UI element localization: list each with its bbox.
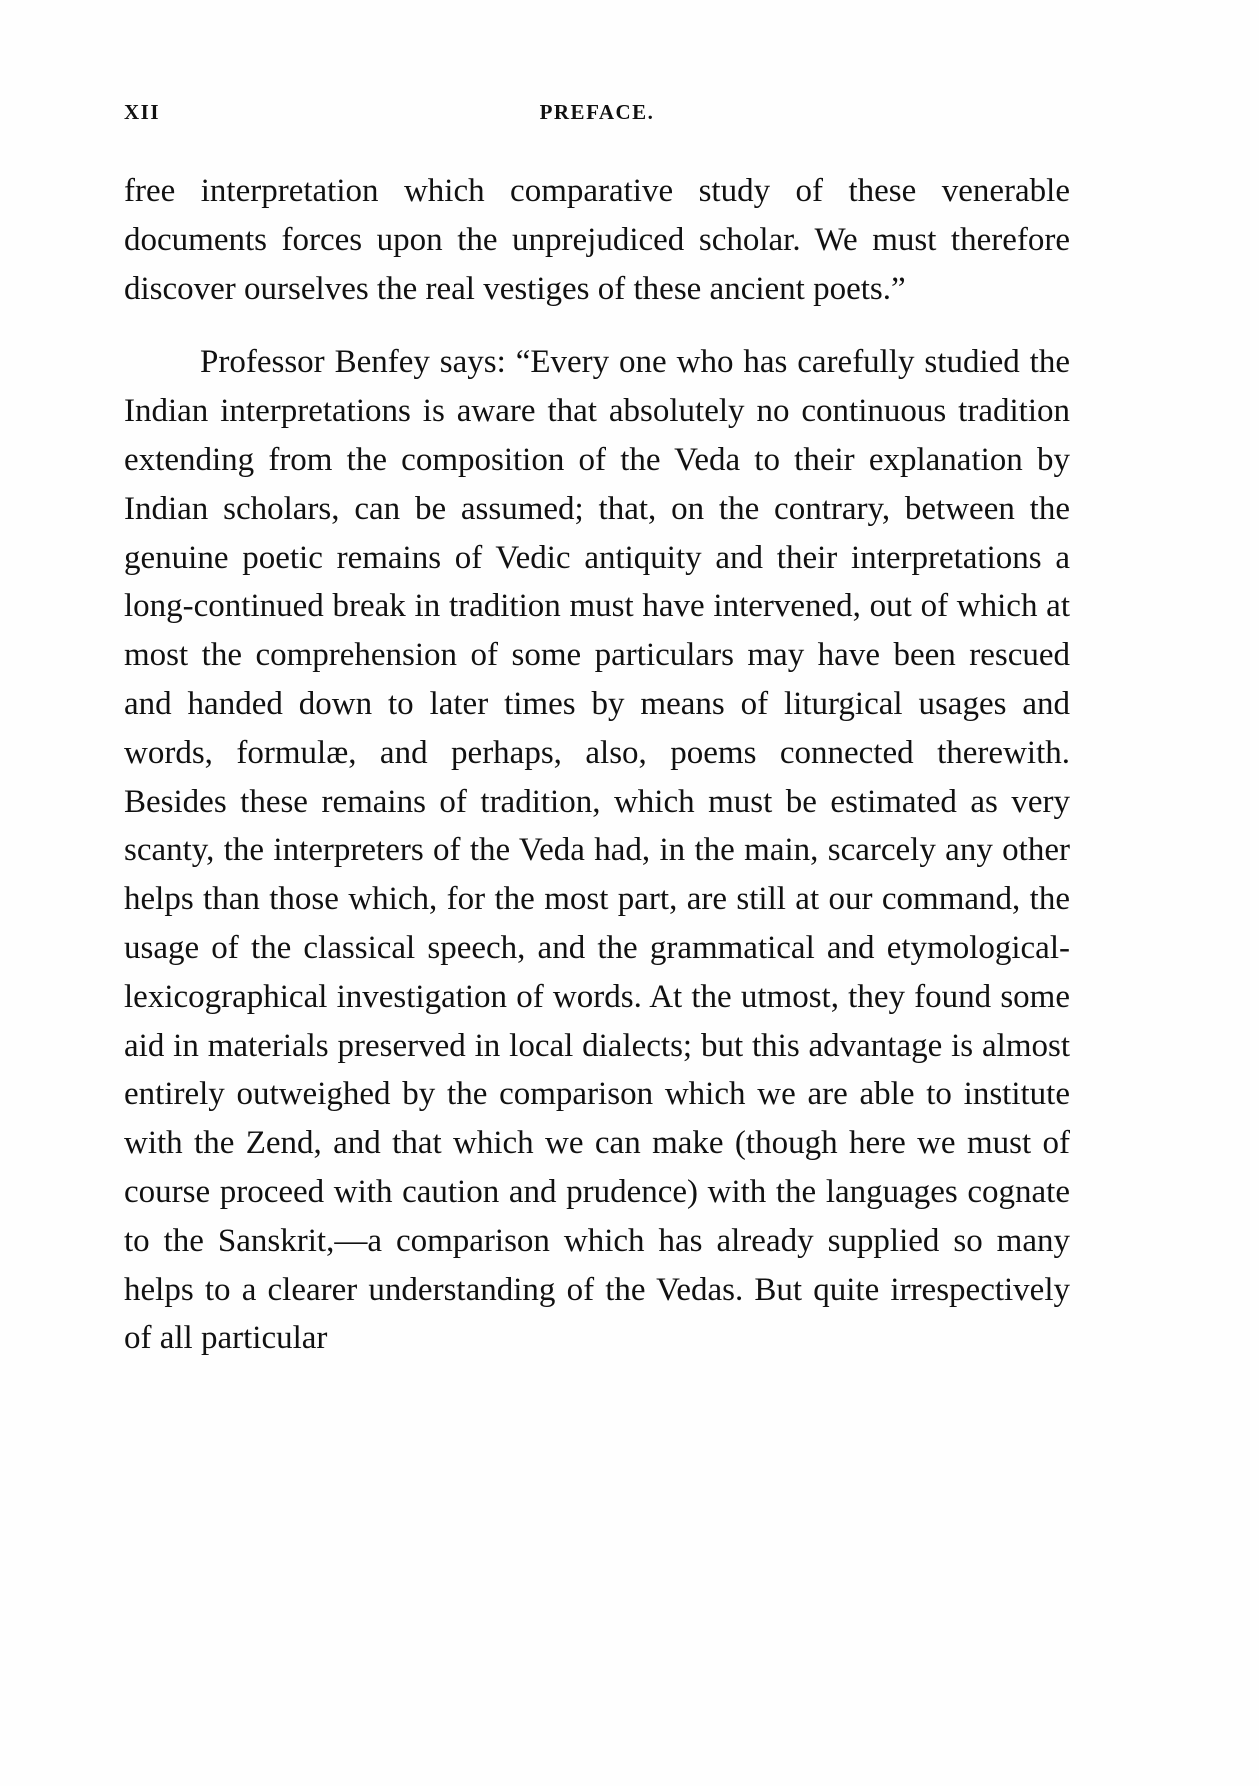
paragraph: Professor Benfey says: “Every one who has carefully studied the Indian interpretations is aware that absolutely no continuous tradition extending from the composition of the Veda to their explanation by Indian scholars, can be assumed; that, on the contrary, between the genuine poetic remains of Vedic antiquity and their interpretations a long-continued break in tradition must have intervened, out of which at most the comprehension of some particulars may have been rescued and handed down to later times by means of liturgical usages and words, formulæ, and perhaps, also, poems connected therewith. Besides these remains of tradition, which must be estimated as very scanty, the interpreters of the Veda had, in the main, scarcely any other helps than those which, for the most part, are still at our command, the usage of the classical speech, and the grammatical and etymological-lexicographical investigation of words. At the utmost, they found some aid in materials preserved in local dialects; but this advantage is almost entirely outweighed by the comparison which we are able to institute with the Zend, and that which we can make (though here we must of course proceed with caution and prudence) with the languages cognate to the Sanskrit,—a comparison which has already supplied so many helps to a clearer understanding of the Vedas. But quite irrespectively of all particular (124, 344, 1070, 1357)
paragraph: free interpretation which comparative study of these venerable documents forces upon the unprejudiced scholar. We must therefore discover ourselves the real vestiges of these ancient poets.” (124, 173, 1070, 307)
running-head (124, 100, 1070, 136)
running-title: PREFACE. (539, 100, 655, 124)
body-text (124, 167, 1070, 1363)
page-number: XII (124, 100, 161, 124)
